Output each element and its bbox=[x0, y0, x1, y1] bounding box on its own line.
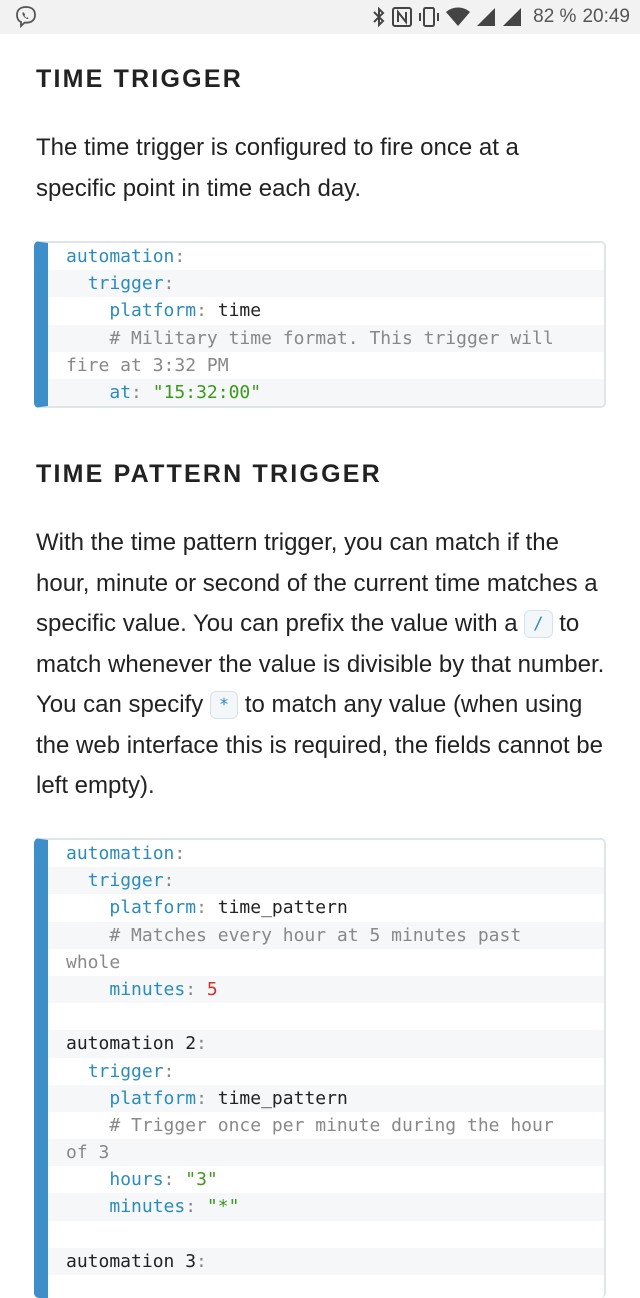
code-line bbox=[48, 1193, 604, 1220]
code-token: minutes bbox=[109, 978, 186, 1000]
code-token: : bbox=[196, 1087, 218, 1109]
inline-code-slash: / bbox=[524, 610, 552, 638]
code-token: automation 3 bbox=[66, 1250, 197, 1272]
code-line bbox=[48, 949, 604, 976]
code-block-time-pattern-trigger bbox=[34, 838, 606, 1298]
code-token: : bbox=[163, 1060, 175, 1082]
code-token: # Matches every hour at 5 minutes past bbox=[109, 924, 522, 946]
code-token: : bbox=[163, 870, 175, 892]
battery-percent: 82 % bbox=[533, 6, 577, 27]
code-line bbox=[48, 922, 604, 949]
code-line bbox=[48, 352, 604, 379]
paragraph-text: With the time pattern trigger, you can match if the hour, minute or second of the current time matches a specific value. You can prefix the value with a bbox=[36, 529, 598, 637]
code-line bbox=[48, 379, 604, 406]
clock: 20:49 bbox=[582, 6, 630, 27]
code-token: : bbox=[185, 1196, 207, 1218]
code-token: time bbox=[217, 300, 262, 322]
code-line bbox=[48, 1030, 604, 1057]
code-line bbox=[48, 1139, 604, 1166]
viber-icon bbox=[14, 5, 38, 29]
code-token: "3" bbox=[185, 1169, 218, 1191]
code-line bbox=[48, 297, 604, 324]
code-token: whole bbox=[66, 951, 121, 973]
code-token: : bbox=[196, 897, 218, 919]
code-token: trigger bbox=[87, 870, 164, 892]
signal-icon-2 bbox=[501, 6, 523, 28]
inline-code-asterisk: * bbox=[210, 691, 238, 719]
code-token: platform bbox=[109, 897, 197, 919]
status-bar bbox=[0, 0, 640, 34]
wifi-icon bbox=[445, 6, 471, 28]
code-token: : bbox=[185, 978, 207, 1000]
code-line bbox=[48, 840, 604, 867]
code-token: : bbox=[174, 843, 186, 864]
code-token: time_pattern bbox=[217, 1087, 348, 1109]
code-line bbox=[48, 1221, 604, 1248]
code-token: automation 2 bbox=[66, 1033, 197, 1055]
vibrate-icon bbox=[417, 6, 441, 28]
code-token: : bbox=[163, 1169, 186, 1191]
code-lines bbox=[48, 243, 604, 406]
code-line bbox=[48, 1248, 604, 1275]
paragraph-text: to match whenever the value is divisible by that number. You can specify bbox=[36, 610, 605, 718]
code-line bbox=[48, 894, 604, 921]
code-token: platform bbox=[109, 1087, 197, 1109]
code-token: : bbox=[196, 1250, 207, 1272]
code-lines bbox=[48, 840, 604, 1275]
code-line bbox=[48, 867, 604, 894]
code-line bbox=[48, 325, 604, 352]
section-title-time-trigger: TIME TRIGGER bbox=[36, 65, 243, 93]
code-token: # Military time format. This trigger will bbox=[109, 327, 554, 349]
code-token: : bbox=[196, 300, 218, 322]
code-token: hours bbox=[109, 1169, 164, 1191]
code-line bbox=[48, 1112, 604, 1139]
code-token: minutes bbox=[109, 1196, 186, 1218]
code-token: platform bbox=[109, 300, 197, 322]
code-line bbox=[48, 270, 604, 297]
code-block-time-trigger bbox=[34, 241, 606, 408]
time-trigger-description: The time trigger is configured to fire once at a specific point in time each day. bbox=[36, 134, 519, 202]
code-line bbox=[48, 1003, 604, 1030]
code-token: automation bbox=[66, 246, 175, 267]
code-line bbox=[48, 243, 604, 270]
code-token: fire at 3:32 PM bbox=[66, 354, 229, 376]
bluetooth-icon bbox=[371, 6, 387, 28]
code-token: automation bbox=[66, 843, 175, 864]
code-token: "*" bbox=[206, 1196, 240, 1218]
signal-icon bbox=[475, 6, 497, 28]
code-token: trigger bbox=[87, 1060, 164, 1082]
code-token: time_pattern bbox=[217, 897, 348, 919]
code-token: : bbox=[163, 273, 175, 295]
nfc-icon bbox=[391, 6, 413, 28]
code-token: # Trigger once per minute during the hour bbox=[109, 1114, 554, 1136]
code-line bbox=[48, 1166, 604, 1193]
code-token: trigger bbox=[87, 273, 164, 295]
code-token: "15:32:00" bbox=[152, 381, 262, 403]
code-token: : bbox=[131, 381, 153, 403]
section-title-time-pattern-trigger: TIME PATTERN TRIGGER bbox=[36, 460, 382, 488]
code-token: : bbox=[196, 1033, 207, 1055]
code-token: at bbox=[109, 381, 132, 403]
code-token: : bbox=[174, 246, 186, 267]
code-token: of 3 bbox=[66, 1142, 110, 1164]
code-line bbox=[48, 1058, 604, 1085]
time-pattern-trigger-description bbox=[36, 523, 608, 807]
code-token: 5 bbox=[206, 978, 218, 1000]
code-line bbox=[48, 976, 604, 1003]
code-line bbox=[48, 1085, 604, 1112]
paragraph-text: to match any value (when using the web interface this is required, the fields cannot be left empty). bbox=[36, 691, 603, 799]
